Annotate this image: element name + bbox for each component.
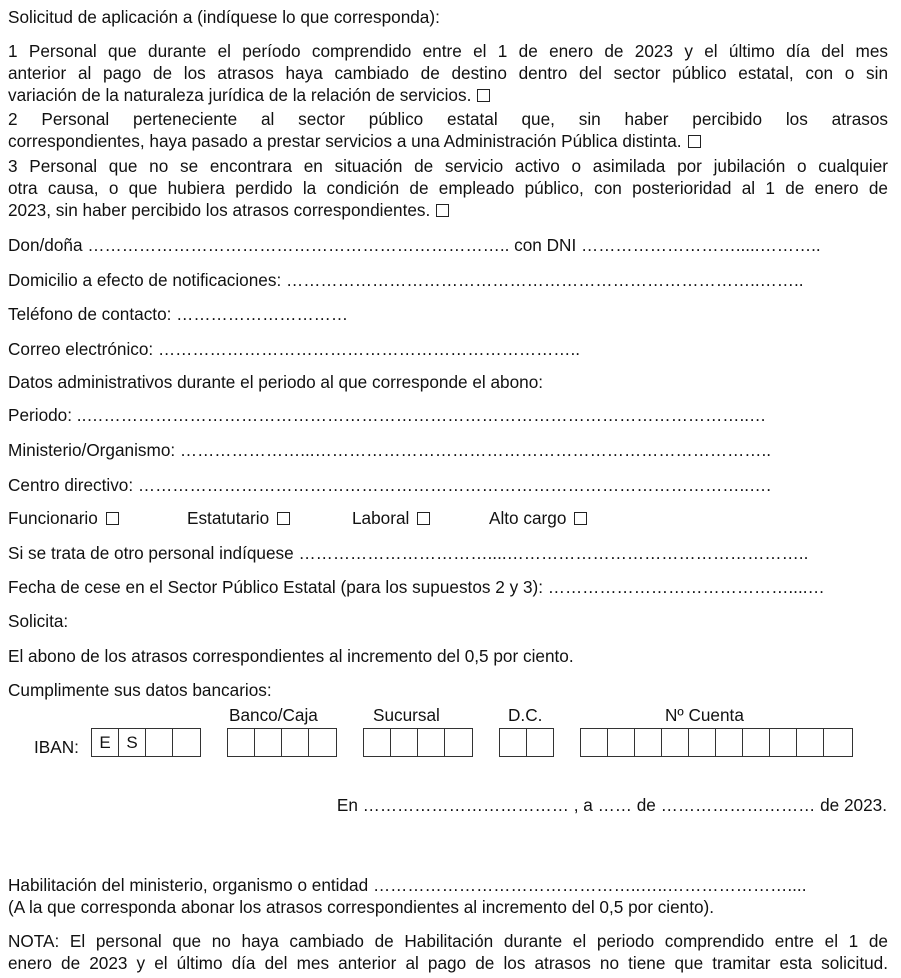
- iban-cell[interactable]: S: [119, 729, 146, 756]
- nota: [8, 930, 888, 974]
- tipo-estatutario[interactable]: [187, 507, 290, 529]
- sucursal-cell[interactable]: [445, 729, 472, 756]
- option-1: [8, 40, 888, 106]
- banco-cell[interactable]: [228, 729, 255, 756]
- periodo-field[interactable]: Periodo: ..……………………………………………………………………………………………………..…: [8, 405, 767, 425]
- banco-cell[interactable]: [282, 729, 309, 756]
- solicita-label: Solicita:: [8, 611, 69, 631]
- sucursal-group: [363, 728, 473, 757]
- iban-cell[interactable]: [146, 729, 173, 756]
- iban-label: IBAN:: [34, 737, 79, 757]
- cuenta-cell[interactable]: [743, 729, 770, 756]
- tipo-laboral-label: Laboral: [352, 508, 410, 528]
- dc-cell[interactable]: [500, 729, 527, 756]
- sucursal-cell[interactable]: [391, 729, 418, 756]
- fecha-cese-field[interactable]: Fecha de cese en el Sector Público Estatal (para los supuestos 2 y 3): ……………………………………....…: [8, 577, 825, 597]
- option-1-line-2: anterior al pago de los atrasos haya cambiado de destino dentro del sector público estatal, con o sin: [8, 63, 888, 83]
- tipo-funcionario[interactable]: [8, 507, 119, 529]
- dc-cell[interactable]: [527, 729, 553, 756]
- tipo-laboral[interactable]: [352, 507, 430, 529]
- tipo-estatutario-label: Estatutario: [187, 508, 270, 528]
- alto-cargo-checkbox[interactable]: [574, 512, 587, 525]
- sucursal-cell[interactable]: [364, 729, 391, 756]
- nombre-dni-field[interactable]: Don/doña ……………………………………………………………….. con DNI ……………………….....………..: [8, 235, 821, 255]
- sucursal-header: Sucursal: [373, 705, 440, 725]
- nota-line-1: NOTA: El personal que no haya cambiado de Habilitación durante el periodo comprendido entre el 1 de: [8, 931, 888, 951]
- tipo-alto-cargo[interactable]: [489, 507, 587, 529]
- sucursal-cell[interactable]: [418, 729, 445, 756]
- solicita-text: El abono de los atrasos correspondientes al incremento del 0,5 por ciento.: [8, 646, 574, 666]
- centro-field[interactable]: Centro directivo: ……………………………………………………………………………………………..….: [8, 475, 771, 495]
- cuenta-cell[interactable]: [716, 729, 743, 756]
- cuenta-header: Nº Cuenta: [665, 705, 744, 725]
- option-3-checkbox[interactable]: [436, 204, 449, 217]
- banco-cell[interactable]: [255, 729, 282, 756]
- form-heading: Solicitud de aplicación a (indíquese lo que corresponda):: [8, 7, 440, 27]
- tipo-alto-cargo-label: Alto cargo: [489, 508, 567, 528]
- ministerio-field[interactable]: Ministerio/Organismo: …………………...……………………………………………………………………..: [8, 440, 771, 460]
- banco-group: [227, 728, 337, 757]
- laboral-checkbox[interactable]: [417, 512, 430, 525]
- option-3-line-3: 2023, sin haber percibido los atrasos correspondientes.: [8, 200, 431, 220]
- habilitacion-note: (A la que corresponda abonar los atrasos correspondientes al incremento del 0,5 por ciento).: [8, 897, 715, 917]
- dc-group: [499, 728, 554, 757]
- estatutario-checkbox[interactable]: [277, 512, 290, 525]
- option-2-checkbox[interactable]: [688, 135, 701, 148]
- option-1-line-1: 1 Personal que durante el período comprendido entre el 1 de enero de 2023 y el último día del mes: [8, 41, 888, 61]
- cuenta-cell[interactable]: [581, 729, 608, 756]
- option-2: [8, 108, 888, 152]
- telefono-field[interactable]: Teléfono de contacto: …………………………: [8, 304, 349, 324]
- iban-cell[interactable]: E: [92, 729, 119, 756]
- cuenta-cell[interactable]: [770, 729, 797, 756]
- option-2-line-2: correspondientes, haya pasado a prestar servicios a una Administración Pública distinta.: [8, 131, 682, 151]
- banco-header: Banco/Caja: [229, 705, 318, 725]
- cuenta-cell[interactable]: [689, 729, 716, 756]
- otro-personal-field[interactable]: Si se trata de otro personal indíquese ……………………………....……………………………………………..: [8, 543, 809, 563]
- option-2-line-1: 2 Personal perteneciente al sector público estatal que, sin haber percibido los atrasos: [8, 109, 888, 129]
- tipo-funcionario-label: Funcionario: [8, 508, 98, 528]
- iban-group: [91, 728, 201, 757]
- option-3: [8, 155, 888, 221]
- correo-field[interactable]: Correo electrónico: ………………………………………………………………..: [8, 339, 581, 359]
- cuenta-cell[interactable]: [635, 729, 662, 756]
- option-3-line-1: 3 Personal que no se encontrara en situación de servicio activo o asimilada por jubilación o cualquier: [8, 156, 888, 176]
- cuenta-cell[interactable]: [824, 729, 851, 756]
- domicilio-field[interactable]: Domicilio a efecto de notificaciones: ………………………………………………………………………..……..: [8, 270, 804, 290]
- funcionario-checkbox[interactable]: [106, 512, 119, 525]
- dc-header: D.C.: [508, 705, 543, 725]
- cuenta-cell[interactable]: [608, 729, 635, 756]
- option-1-checkbox[interactable]: [477, 89, 490, 102]
- option-1-line-3: variación de la naturaleza jurídica de la relación de servicios.: [8, 85, 472, 105]
- cuenta-cell[interactable]: [797, 729, 824, 756]
- datos-bancarios-label: Cumplimente sus datos bancarios:: [8, 680, 272, 700]
- banco-cell[interactable]: [309, 729, 336, 756]
- iban-cell[interactable]: [173, 729, 200, 756]
- lugar-fecha[interactable]: En ……………………………… , a …… de ……………………… de 2023.: [336, 795, 887, 815]
- nota-line-2: enero de 2023 y el último día del mes anterior al pago de los atrasos no tiene que tramitar esta solicitud.: [8, 953, 888, 973]
- datos-admin-label: Datos administrativos durante el periodo al que corresponde el abono:: [8, 372, 544, 392]
- habilitacion-field[interactable]: Habilitación del ministerio, organismo o entidad ………………………………………..…..…………………....: [8, 875, 807, 895]
- cuenta-cell[interactable]: [662, 729, 689, 756]
- cuenta-group: [580, 728, 853, 757]
- option-3-line-2: otra causa, o que hubiera perdido la condición de empleado público, con posterioridad al 1 de enero de: [8, 178, 888, 198]
